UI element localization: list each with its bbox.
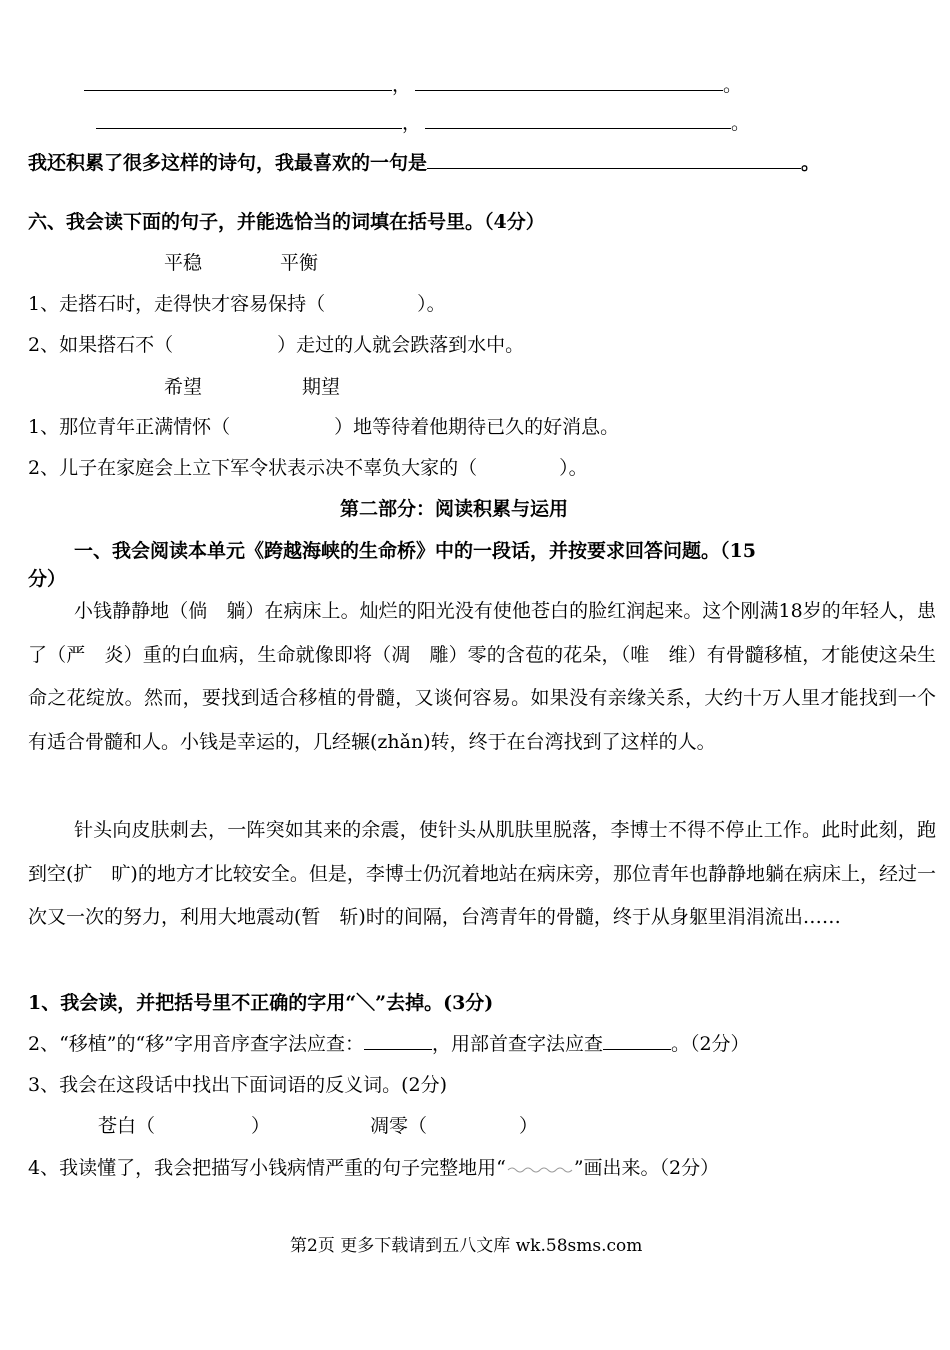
page-footer: 第2页 更多下载请到五八文库 wk.58sms.com — [290, 1236, 643, 1256]
answer-blank-row-1 — [84, 72, 742, 98]
phonetic-index-blank[interactable] — [364, 1031, 432, 1050]
sub-question-4 — [28, 1155, 719, 1181]
answer-blank[interactable] — [96, 110, 402, 129]
sentence-text: ”画出来。（2分） — [573, 1157, 720, 1179]
sentence-text: 2、如果搭石不（ — [28, 334, 174, 356]
section-6-title: 六、我会读下面的句子，并能选恰当的词填在括号里。（4分） — [28, 211, 545, 233]
answer-blank[interactable] — [425, 110, 731, 129]
sub-question-3: 3、我会在这段话中找出下面词语的反义词。(2分) — [28, 1074, 448, 1096]
comma: ， — [402, 112, 422, 134]
sentence-text: 2、儿子在家庭会上立下军令状表示决不辜负大家的（ — [28, 457, 478, 479]
fill-sentence-4 — [28, 455, 588, 481]
fill-sentence-2 — [28, 332, 524, 358]
reading-question-title-cont: 分） — [28, 568, 67, 590]
word-choice-4: 期望 — [302, 376, 341, 398]
bracket-close: ） — [251, 1115, 271, 1137]
sentence-text: ）。 — [417, 293, 446, 315]
sentence-text: 1、那位青年正满情怀（ — [28, 416, 231, 438]
reading-question-title — [74, 538, 756, 564]
antonym-item-1 — [98, 1113, 270, 1139]
sentence-text: ，用部首查字法应查 — [431, 1033, 603, 1055]
sentence-text: 1、走搭石时，走得快才容易保持（ — [28, 293, 326, 315]
comma: ， — [392, 74, 412, 96]
favorite-poem-line — [28, 150, 820, 176]
word-choice-2: 平衡 — [280, 252, 319, 274]
bracket-close: ） — [519, 1115, 539, 1137]
favorite-poem-blank[interactable] — [427, 150, 801, 169]
antonym-word: 苍白（ — [98, 1115, 156, 1137]
reading-passage-1: 小钱静静地（倘 躺）在病床上。灿烂的阳光没有使他苍白的脸红润起来。这个刚满18岁的年轻人，患了（严 炎）重的白血病，生命就像即将（凋 雕）零的含苞的花朵，（唯 维）有骨髓移植，才能使这朵生命之花绽放。然而，要找到适合移植的骨髓，又谈何容易。如果没有亲缘关系，大约十万人里才能找到一个有适合骨髓和人。小钱是幸运的，几经辗(zhǎn)转，终于在台湾找到了这样的人。 — [28, 600, 936, 753]
word-choice-3: 希望 — [164, 376, 203, 398]
favorite-poem-prompt: 我还积累了很多这样的诗句，我最喜欢的一句是 — [28, 152, 428, 174]
wavy-underline-icon — [506, 1164, 574, 1174]
sentence-text: ）走过的人就会跌落到水中。 — [277, 334, 525, 356]
antonym-word: 凋零（ — [370, 1115, 428, 1137]
sentence-text: 。（2分） — [670, 1033, 750, 1055]
sentence-text: 2、“移植”的“移”字用音序查字法应查： — [28, 1033, 364, 1055]
fill-sentence-3 — [28, 414, 619, 440]
period: 。 — [723, 74, 743, 96]
word-choice-1: 平稳 — [164, 252, 203, 274]
period: 。 — [731, 112, 751, 134]
radical-index-blank[interactable] — [603, 1031, 671, 1050]
answer-blank[interactable] — [415, 72, 723, 91]
sub-question-1: 1、我会读，并把括号里不正确的字用“＼”去掉。(3分) — [28, 992, 494, 1014]
answer-blank-row-2 — [96, 110, 750, 136]
part-2-title: 第二部分：阅读积累与运用 — [340, 498, 569, 520]
sub-question-2 — [28, 1031, 750, 1057]
reading-question-text: 一、我会阅读本单元《跨越海峡的生命桥》中的一段话，并按要求回答问题。（15 — [74, 540, 756, 562]
period: 。 — [801, 152, 821, 174]
antonym-item-2 — [370, 1113, 538, 1139]
sentence-text: ）地等待着他期待已久的好消息。 — [334, 416, 620, 438]
answer-blank[interactable] — [84, 72, 392, 91]
sentence-text: ）。 — [559, 457, 588, 479]
sentence-text: 4、我读懂了，我会把描写小钱病情严重的句子完整地用“ — [28, 1157, 506, 1179]
reading-passage-2: 针头向皮肤刺去，一阵突如其来的余震，使针头从肌肤里脱落，李博士不得不停止工作。此时此刻，跑到空(扩 旷)的地方才比较安全。但是，李博士仍沉着地站在病床旁，那位青年也静静地躺在病床上，经过一次又一次的努力，利用大地震动(暂 斩)时的间隔，台湾青年的骨髓，终于从身躯里涓涓流出…… — [28, 819, 936, 928]
fill-sentence-1 — [28, 291, 446, 317]
